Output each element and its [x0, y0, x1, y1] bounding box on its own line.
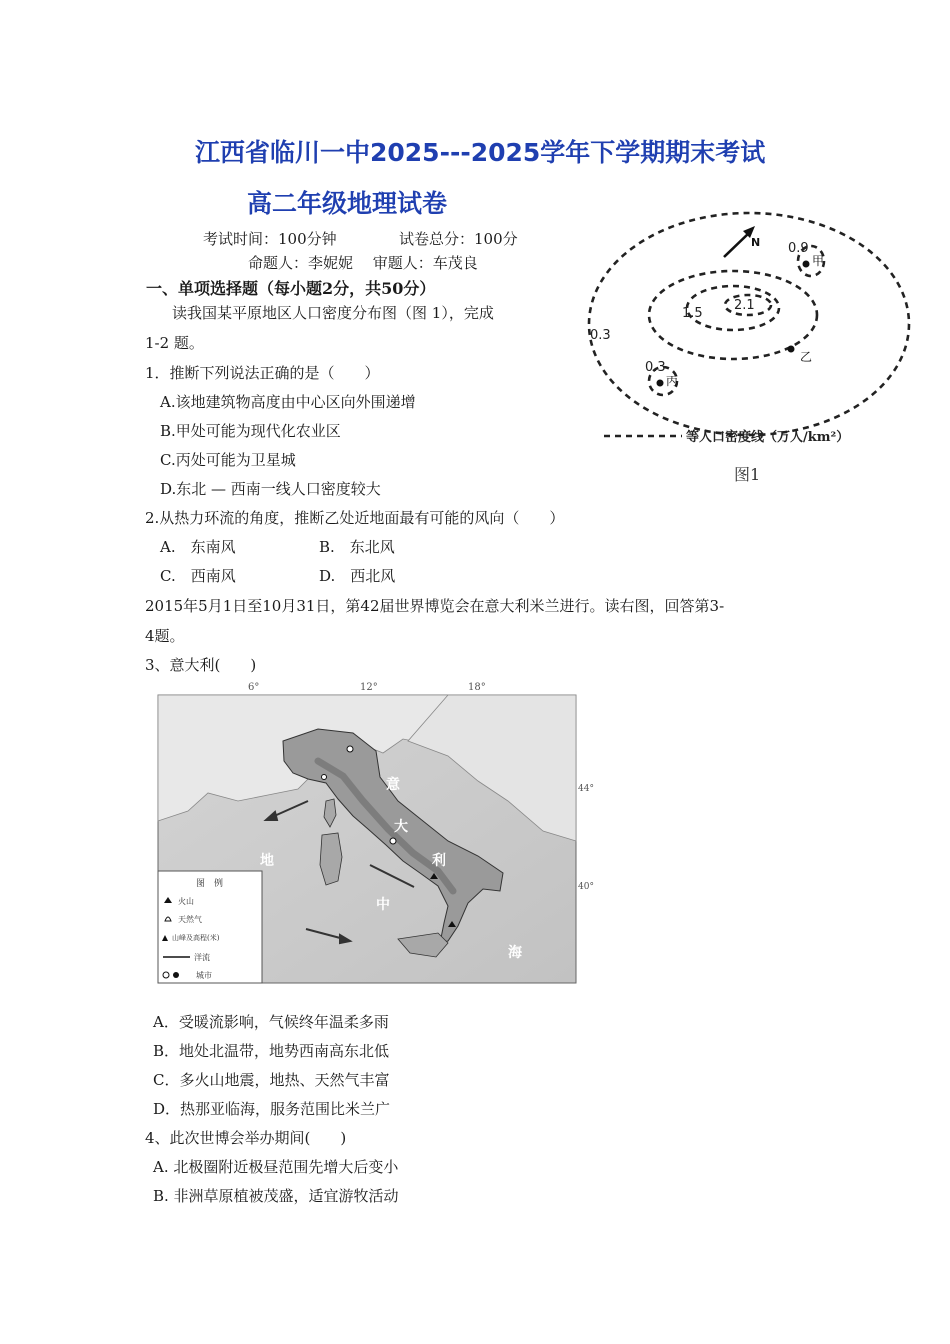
country-char-3: 利 [432, 853, 446, 869]
legend-title: 图 例 [196, 879, 224, 889]
point-jia [803, 261, 810, 268]
q4-stem: 4、此次世博会举办期间( ) [145, 1129, 347, 1147]
q3-option-b: B．地处北温带，地势西南高东北低 [153, 1042, 390, 1060]
label-jia: 甲 [812, 254, 825, 268]
q2-option-d: D. 西北风 [319, 567, 396, 585]
q2-option-a: A. 东南风 [160, 538, 236, 556]
title-line-2: 高二年级地理试卷 [247, 189, 448, 218]
figure1-caption: 图1 [734, 465, 761, 484]
lon-tick-18: 18° [468, 682, 486, 693]
q2-option-b: B. 东北风 [319, 538, 395, 556]
q3-option-d: D．热那亚临海，服务范围比米兰广 [153, 1100, 391, 1118]
q1-stem: 1．推断下列说法正确的是（ ） [145, 364, 380, 382]
q3-option-a: A．受暖流影响，气候终年温柔多雨 [153, 1013, 389, 1031]
north-label: N [751, 236, 761, 249]
passage-line-2: 4题。 [145, 627, 185, 645]
q1-option-c: C.丙处可能为卫星城 [160, 451, 296, 469]
q1-option-d: D.东北 — 西南一线人口密度较大 [160, 480, 381, 498]
country-char-2: 大 [394, 819, 408, 835]
legend-item-current: 洋流 [194, 953, 210, 962]
value-0-9: 0.9 [788, 241, 809, 256]
value-2-1: 2.1 [734, 298, 755, 313]
italy-map [148, 681, 594, 986]
total-score: 试卷总分：100分 [399, 230, 518, 248]
country-char-1: 意 [386, 777, 400, 793]
legend-city-icon [173, 972, 179, 978]
q3-stem: 3、意大利( ) [145, 656, 257, 674]
lat-tick-44: 44° [578, 784, 594, 794]
section-heading: 一、单项选择题（每小题2分，共50分） [146, 279, 436, 298]
point-yi [788, 346, 795, 353]
q4-option-b: B. 非洲草原植被茂盛，适宜游牧活动 [153, 1187, 399, 1205]
passage-line-1: 2015年5月1日至10月31日，第42届世界博览会在意大利米兰进行。读右图，回答第3- [145, 597, 725, 615]
sardinia-island [320, 833, 342, 885]
legend-item-volcano: 火山 [178, 897, 194, 906]
lon-tick-6: 6° [248, 682, 260, 693]
population-density-figure [584, 180, 914, 490]
q3-option-c: C．多火山地震，地热、天然气丰富 [153, 1071, 390, 1089]
point-bing [657, 380, 664, 387]
genoa-city-icon [322, 775, 327, 780]
legend-text: 等人口密度线（万人/km²） [686, 430, 850, 445]
q2-option-c: C. 西南风 [160, 567, 236, 585]
sea-char-1: 地 [260, 853, 274, 869]
value-0-3-bing: 0.3 [645, 360, 666, 375]
legend-item-gas: 天然气 [178, 915, 202, 924]
lon-tick-12: 12° [360, 682, 378, 693]
authors: 命题人：李妮妮 审题人：车茂良 [248, 254, 478, 272]
milan-city-icon [347, 746, 353, 752]
intro-line-1: 读我国某平原地区人口密度分布图（图 1），完成 [172, 304, 494, 322]
label-bing: 丙 [666, 374, 679, 388]
value-1-5: 1.5 [682, 306, 703, 321]
contour-outer [589, 213, 909, 435]
sea-char-2: 中 [376, 897, 390, 913]
sea-char-3: 海 [508, 945, 522, 961]
exam-time: 考试时间：100分钟 [203, 230, 337, 248]
value-0-3-outer: 0.3 [590, 328, 611, 343]
legend-item-peak: 山峰及高程(米) [172, 934, 220, 942]
legend-item-city: 城市 [196, 971, 212, 980]
title-line-1: 江西省临川一中2025---2025学年下学期期末考试 [195, 138, 766, 167]
q4-option-a: A. 北极圈附近极昼范围先增大后变小 [153, 1158, 399, 1176]
intro-line-2: 1-2 题。 [145, 334, 204, 352]
rome-city-icon [390, 838, 396, 844]
q1-option-b: B.甲处可能为现代化农业区 [160, 422, 341, 440]
lat-tick-40: 40° [578, 882, 594, 892]
q1-option-a: A.该地建筑物高度由中心区向外围递增 [160, 393, 416, 411]
label-yi: 乙 [800, 350, 813, 364]
q2-stem: 2.从热力环流的角度，推断乙处近地面最有可能的风向（ ） [145, 509, 565, 527]
